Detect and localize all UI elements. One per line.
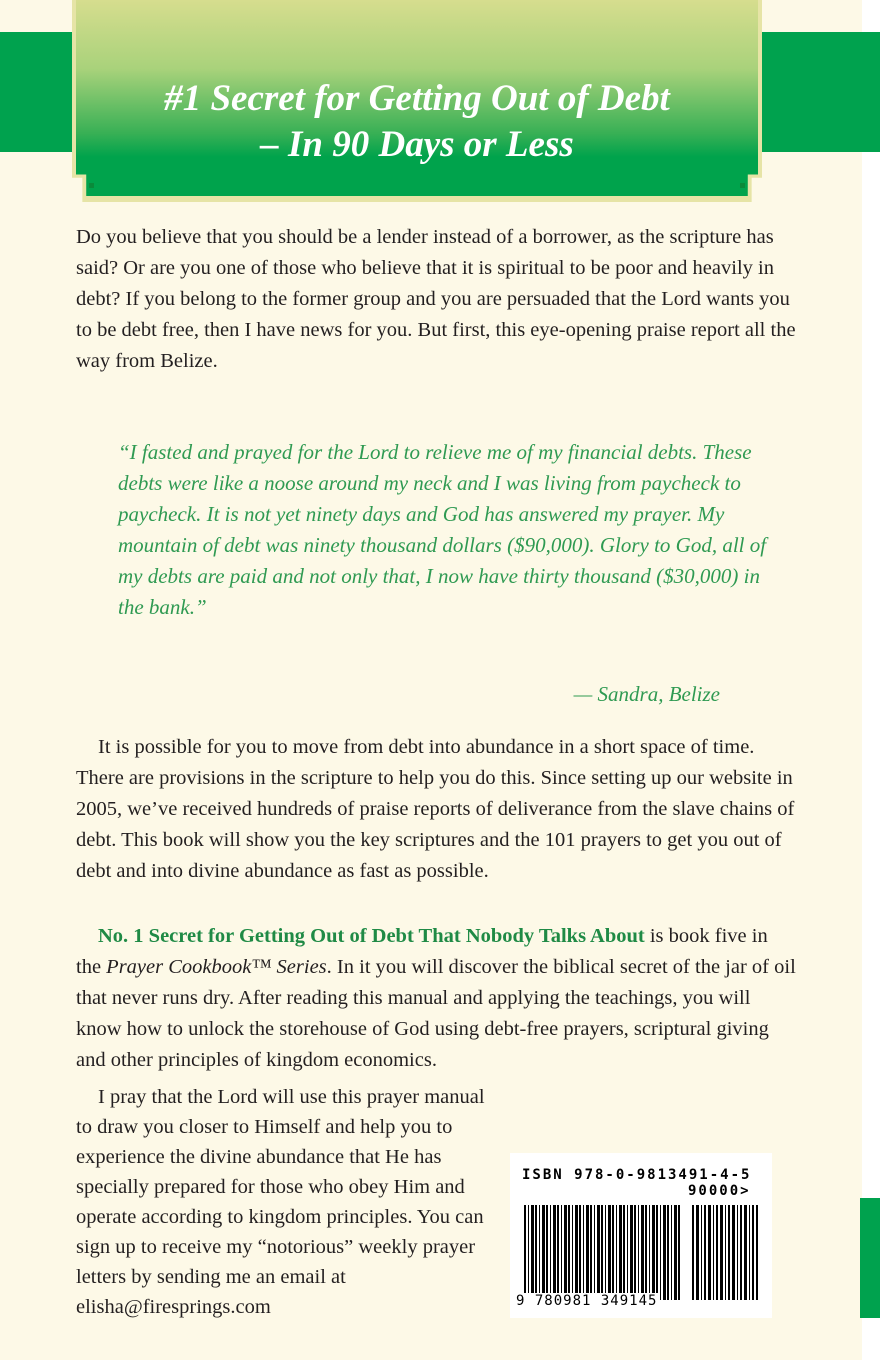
title-line-1: #1 Secret for Getting Out of Debt [164,78,670,119]
testimony-attribution: — Sandra, Belize [573,682,720,706]
cover-title [76,76,758,168]
para3-text-b: . In it you will discover the biblical secret of the jar of oil that never runs dry. After reading this manual and applying the teachings, you will know how to unlock the storehouse of God using debt-free prayers, scriptural giving and other principles of kingdom economics. [76,956,796,1071]
green-spine-tab [860,1198,880,1318]
book-title: No. 1 Secret for Getting Out of Debt That Nobody Talks About [98,925,645,947]
body-paragraph-3 [76,921,796,1076]
panel-ornament-right [740,183,745,188]
price-barcode-bars [692,1205,758,1300]
isbn-text: ISBN 978-0-9813491-4-5 [522,1167,752,1183]
body-paragraph-2: It is possible for you to move from debt into abundance in a short space of time. There are provisions in the scripture to help you do this. Since setting up our website in 2005, we’ve received hundreds of praise reports of deliverance from the slave chains of debt. This book will show you the key scriptures and the 101 prayers to get you out of debt and into divine abundance as fast as possible. [76,736,795,882]
para3-text-a: is book five in the [76,925,768,978]
panel-ornament-left [89,183,94,188]
intro-paragraph: Do you believe that you should be a lender instead of a borrower, as the scripture has said? Or are you one of those who believe that it is spiritual to be poor and heavily in debt? If you belong to the former group and you are persuaded that the Lord wants you to be debt free, then I have news for you. But first, this eye-opening praise report all the way from Belize. [76,226,796,372]
title-line-2: – In 90 Days or Less [260,124,574,165]
barcode-digits: 9 780981 349145 [516,1293,658,1309]
barcode-bars [524,1205,680,1300]
testimony-quote: “I fasted and prayed for the Lord to relieve me of my financial debts. These debts were like a noose around my neck and I was living from paycheck to paycheck. It is not yet ninety days and God has answered my prayer. My mountain of debt was ninety thousand dollars ($90,000). Glory to God, all of my debts are paid and not only that, I now have thirty thousand ($30,000) in the bank.” [118,440,767,619]
green-band-left [0,32,80,152]
green-band-right [755,32,880,152]
series-name: Prayer Cookbook™ Series [106,956,327,978]
body-paragraph-4: I pray that the Lord will use this prayer manual to draw you closer to Himself and help you to experience the divine abundance that He has specially prepared for those who obey Him and operate according to kingdom principles. You can sign up to receive my “notorious” weekly prayer letters by sending me an email at elisha@firesprings.com [76,1086,485,1318]
isbn-barcode [510,1153,772,1318]
price-code: 90000> [688,1183,751,1199]
